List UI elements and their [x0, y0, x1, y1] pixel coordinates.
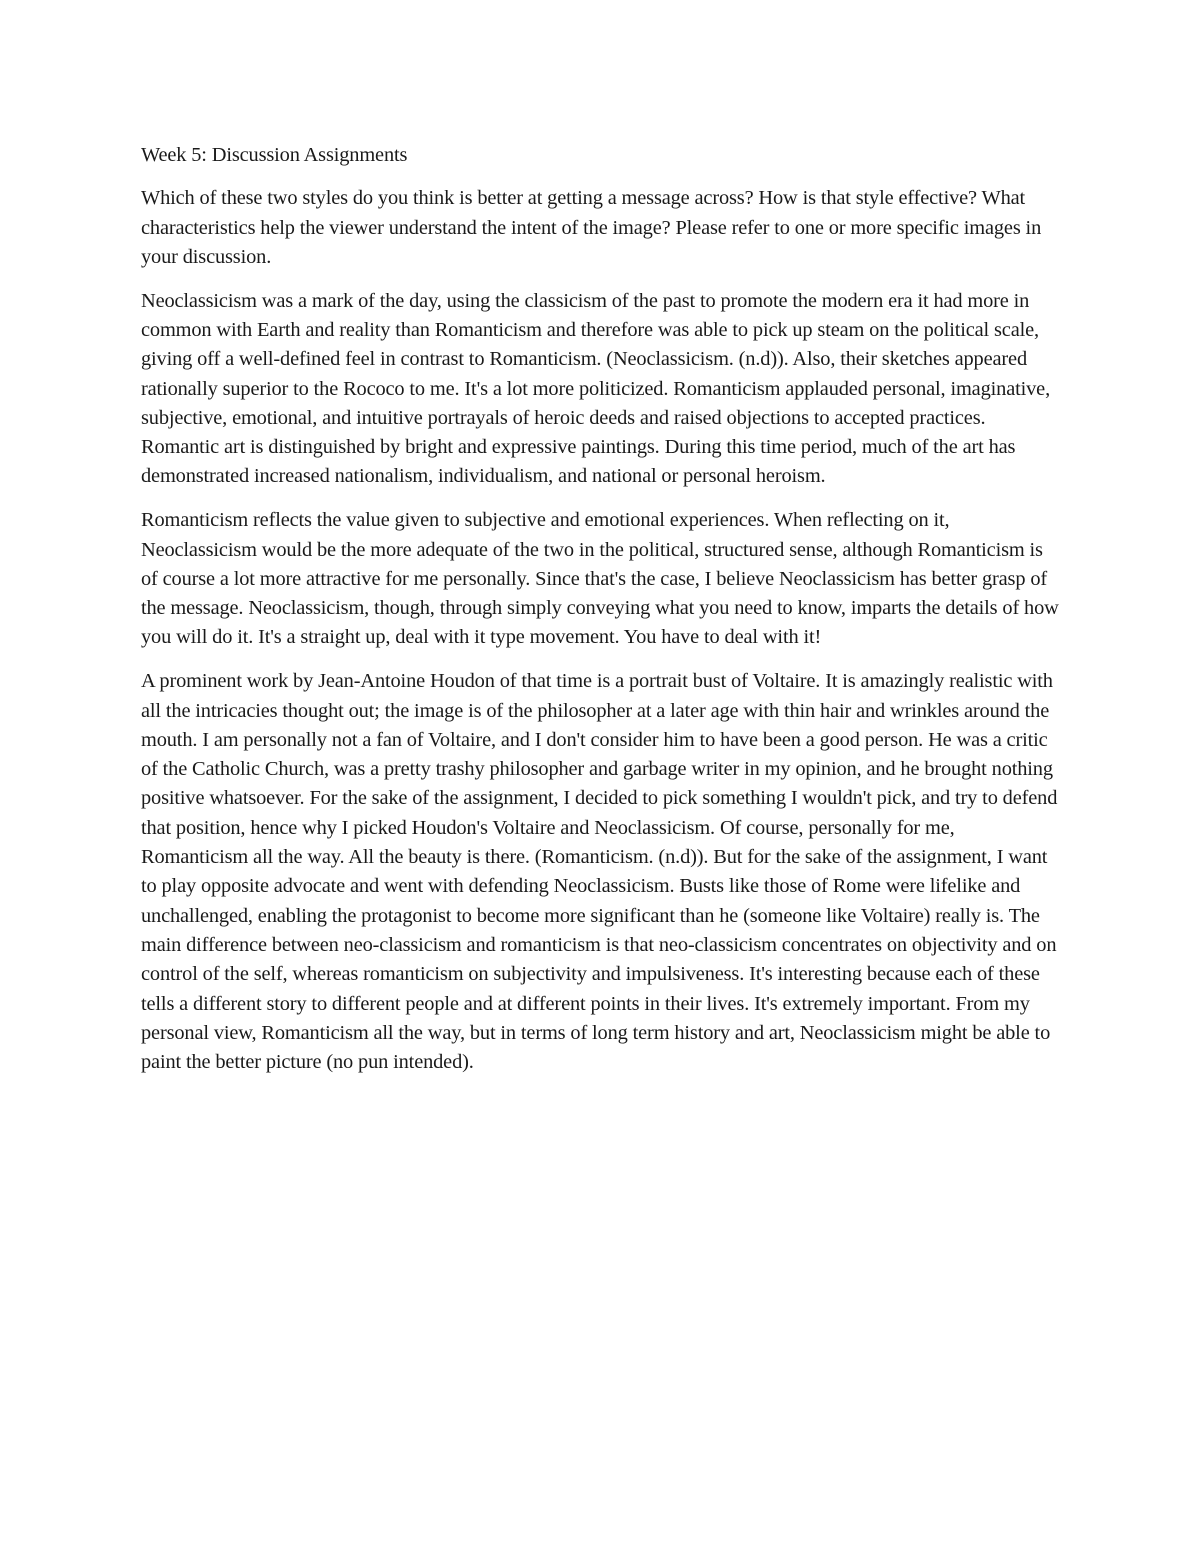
- paragraph-houdon-voltaire: A prominent work by Jean-Antoine Houdon of that time is a portrait bust of Voltaire. It is amazingly realistic with all the intricacies thought out; the image is of the philosopher at a later age with thin hair and wrinkles around the mouth. I am personally not a fan of Voltaire, and I don't consider him to have been a good person. He was a critic of the Catholic Church, was a pretty trashy philosopher and garbage writer in my opinion, and he brought nothing positive whatsoever. For the sake of the assignment, I decided to pick something I wouldn't pick, and try to defend that position, hence why I picked Houdon's Voltaire and Neoclassicism. Of course, personally for me, Romanticism all the way. All the beauty is there. (Romanticism. (n.d)). But for the sake of the assignment, I want to play opposite advocate and went with defending Neoclassicism. Busts like those of Rome were lifelike and unchallenged, enabling the protagonist to become more significant than he (someone like Voltaire) really is. The main difference between neo-classicism and romanticism is that neo-classicism concentrates on objectivity and on control of the self, whereas romanticism on subjectivity and impulsiveness. It's interesting because each of these tells a different story to different people and at different points in their lives. It's extremely important. From my personal view, Romanticism all the way, but in terms of long term history and art, Neoclassicism might be able to paint the better picture (no pun intended).: [141, 670, 1058, 1074]
- paragraph-prompt: Which of these two styles do you think is better at getting a message across? How is that style effective? What characteristics help the viewer understand the intent of the image? Please refer to one or more specific images in your discussion.: [141, 187, 1042, 268]
- document-body: [141, 141, 1063, 1092]
- document-title: Week 5: Discussion Assignments: [141, 144, 408, 166]
- paragraph-neoclassicism: Neoclassicism was a mark of the day, using the classicism of the past to promote the modern era it had more in common with Earth and reality than Romanticism and therefore was able to pick up steam on the political scale, giving off a well-defined feel in contrast to Romanticism. (Neoclassicism. (n.d)). Also, their sketches appeared rationally superior to the Rococo to me. It's a lot more politicized. Romanticism applauded personal, imaginative, subjective, emotional, and intuitive portrayals of heroic deeds and raised objections to accepted practices. Romantic art is distinguished by bright and expressive paintings. During this time period, much of the art has demonstrated increased nationalism, individualism, and national or personal heroism.: [141, 289, 1051, 488]
- paragraph-romanticism: Romanticism reflects the value given to subjective and emotional experiences. When reflecting on it, Neoclassicism would be the more adequate of the two in the political, structured sense, although Romanticism is of course a lot more attractive for me personally. Since that's the case, I believe Neoclassicism has better grasp of the message. Neoclassicism, though, through simply conveying what you need to know, imparts the details of how you will do it. It's a straight up, deal with it type movement. You have to deal with it!: [141, 509, 1059, 649]
